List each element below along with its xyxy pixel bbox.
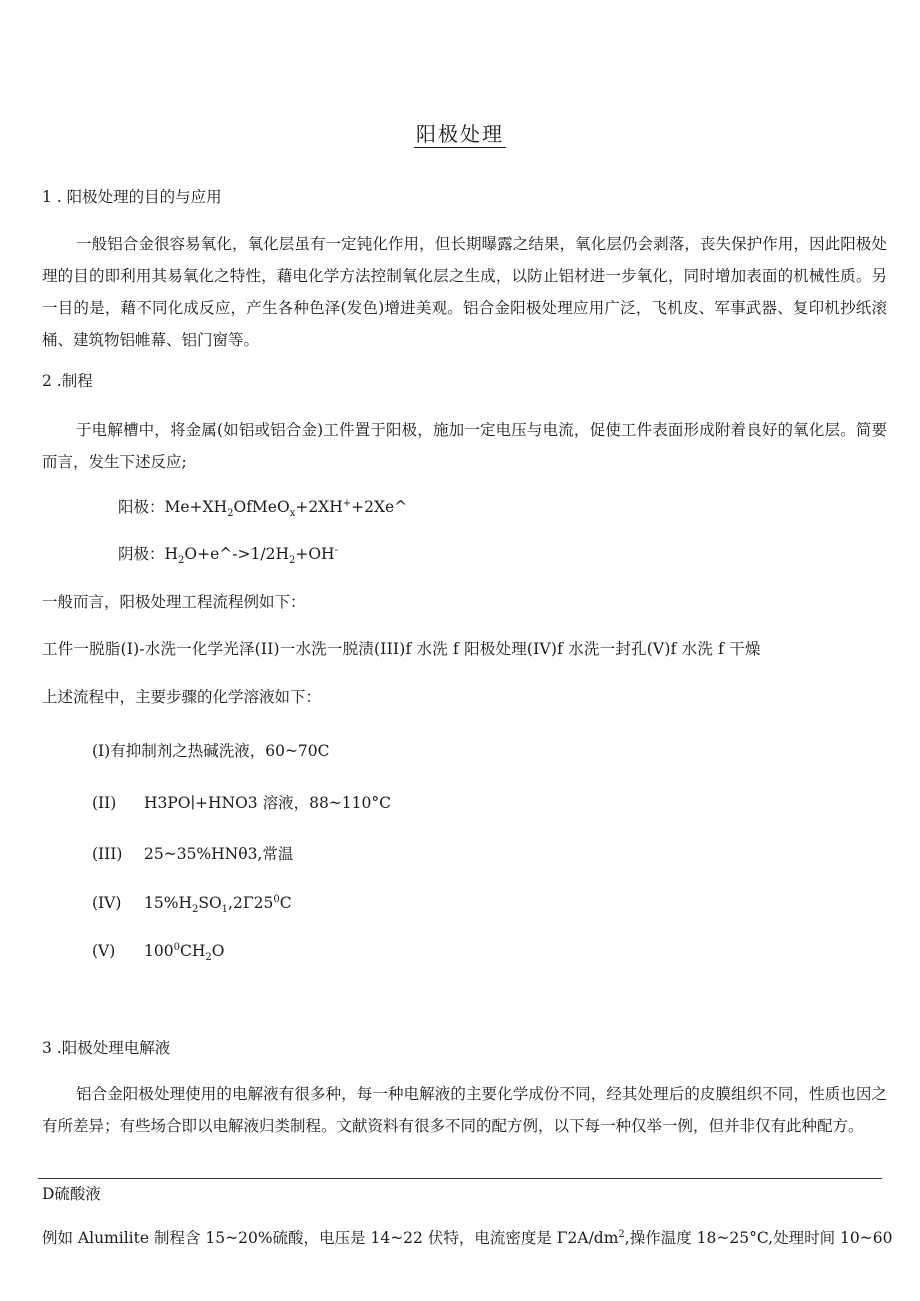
section-3-heading: 3 .阳极处理电解液 <box>42 1039 171 1057</box>
cathode-label: 阴极： <box>118 545 165 563</box>
step-item <box>92 940 224 962</box>
section-3-paragraph: 铝合金阳极处理使用的电解液有很多种，每一种电解液的主要化学成份不同，经其处理后的皮膜组织不同，性质也因之有所差异；有些场合即以电解液归类制程。文献资料有很多不同的配方例，以下每一种仅举一例，但并非仅有此种配方。 <box>42 1085 887 1135</box>
cathode-equation: 阴极：$H_2O+e\^{}->1/2H_2+OH^-$ <box>118 544 338 567</box>
anode-label: 阳极： <box>118 498 165 516</box>
step-text: $100^0CH_2O$ <box>144 941 225 964</box>
step-item <box>92 792 391 814</box>
step-text: $15\%H_2SO_1,2\Gamma 25^0C$ <box>144 893 292 916</box>
step-item <box>92 843 293 865</box>
step-number: (III) <box>92 845 123 863</box>
step-item <box>92 740 330 762</box>
anode-equation: 阳极：$Me+XH_2OfMeO_x+2XH^++2Xe\^{}$ <box>118 497 408 520</box>
subsection-heading: D硫酸液 <box>42 1185 101 1203</box>
example-line: 例如 Alumilite 制程含 15~20%硫酸，电压是 14~22 伏特，电流密度是 $\Gamma 2A/dm^2$,操作温度 18~25°C,处理时间 10~60 <box>42 1228 893 1247</box>
page-title: 阳极处理 <box>416 122 504 146</box>
divider <box>38 1178 882 1179</box>
section-1-heading: 1 . 阳极处理的目的与应用 <box>42 188 222 206</box>
process-flow: 工件一脱脂(I)-水洗一化学光泽(II)一水洗一脱渍(III)f 水洗 f 阳极处理(IV)f 水洗一封孔(V)f 水洗 f 干燥 <box>42 640 761 658</box>
flow-intro: 一般而言，阳极处理工程流程例如下： <box>42 593 306 611</box>
section-2-heading: 2 .制程 <box>42 372 93 390</box>
step-number: (II) <box>92 794 117 812</box>
section-2-paragraph: 于电解槽中，将金属(如铝或铝合金)工件置于阳极，施加一定电压与电流，促使工件表面形成附着良好的氧化层。简要而言，发生下述反应; <box>42 421 887 471</box>
step-number: (V) <box>92 942 116 960</box>
step-number: (IV) <box>92 894 122 912</box>
steps-intro: 上述流程中，主要步骤的化学溶液如下： <box>42 688 322 706</box>
step-text: 25~35%HNθ3,常温 <box>144 845 294 863</box>
section-1-paragraph: 一般铝合金很容易氧化，氧化层虽有一定钝化作用，但长期曝露之结果，氧化层仍会剥落，丧失保护作用，因此阳极处理的目的即利用其易氧化之特性，藉电化学方法控制氧化层之生成，以防止铝材进一步氧化，同时增加表面的机械性质。另一目的是，藉不同化成反应，产生各种色泽(发色)增进美观。铝合金阳极处理应用广泛，飞机皮、军事武器、复印机抄纸滚桶、建筑物铝帷幕、铝门窗等。 <box>42 235 887 349</box>
step-text: 有抑制剂之热碱洗液，60~70C <box>110 742 330 760</box>
step-item <box>92 892 292 914</box>
step-number: (I) <box>92 742 111 760</box>
step-text: H3PO∣+HNO3 溶液，88~110°C <box>144 794 391 812</box>
